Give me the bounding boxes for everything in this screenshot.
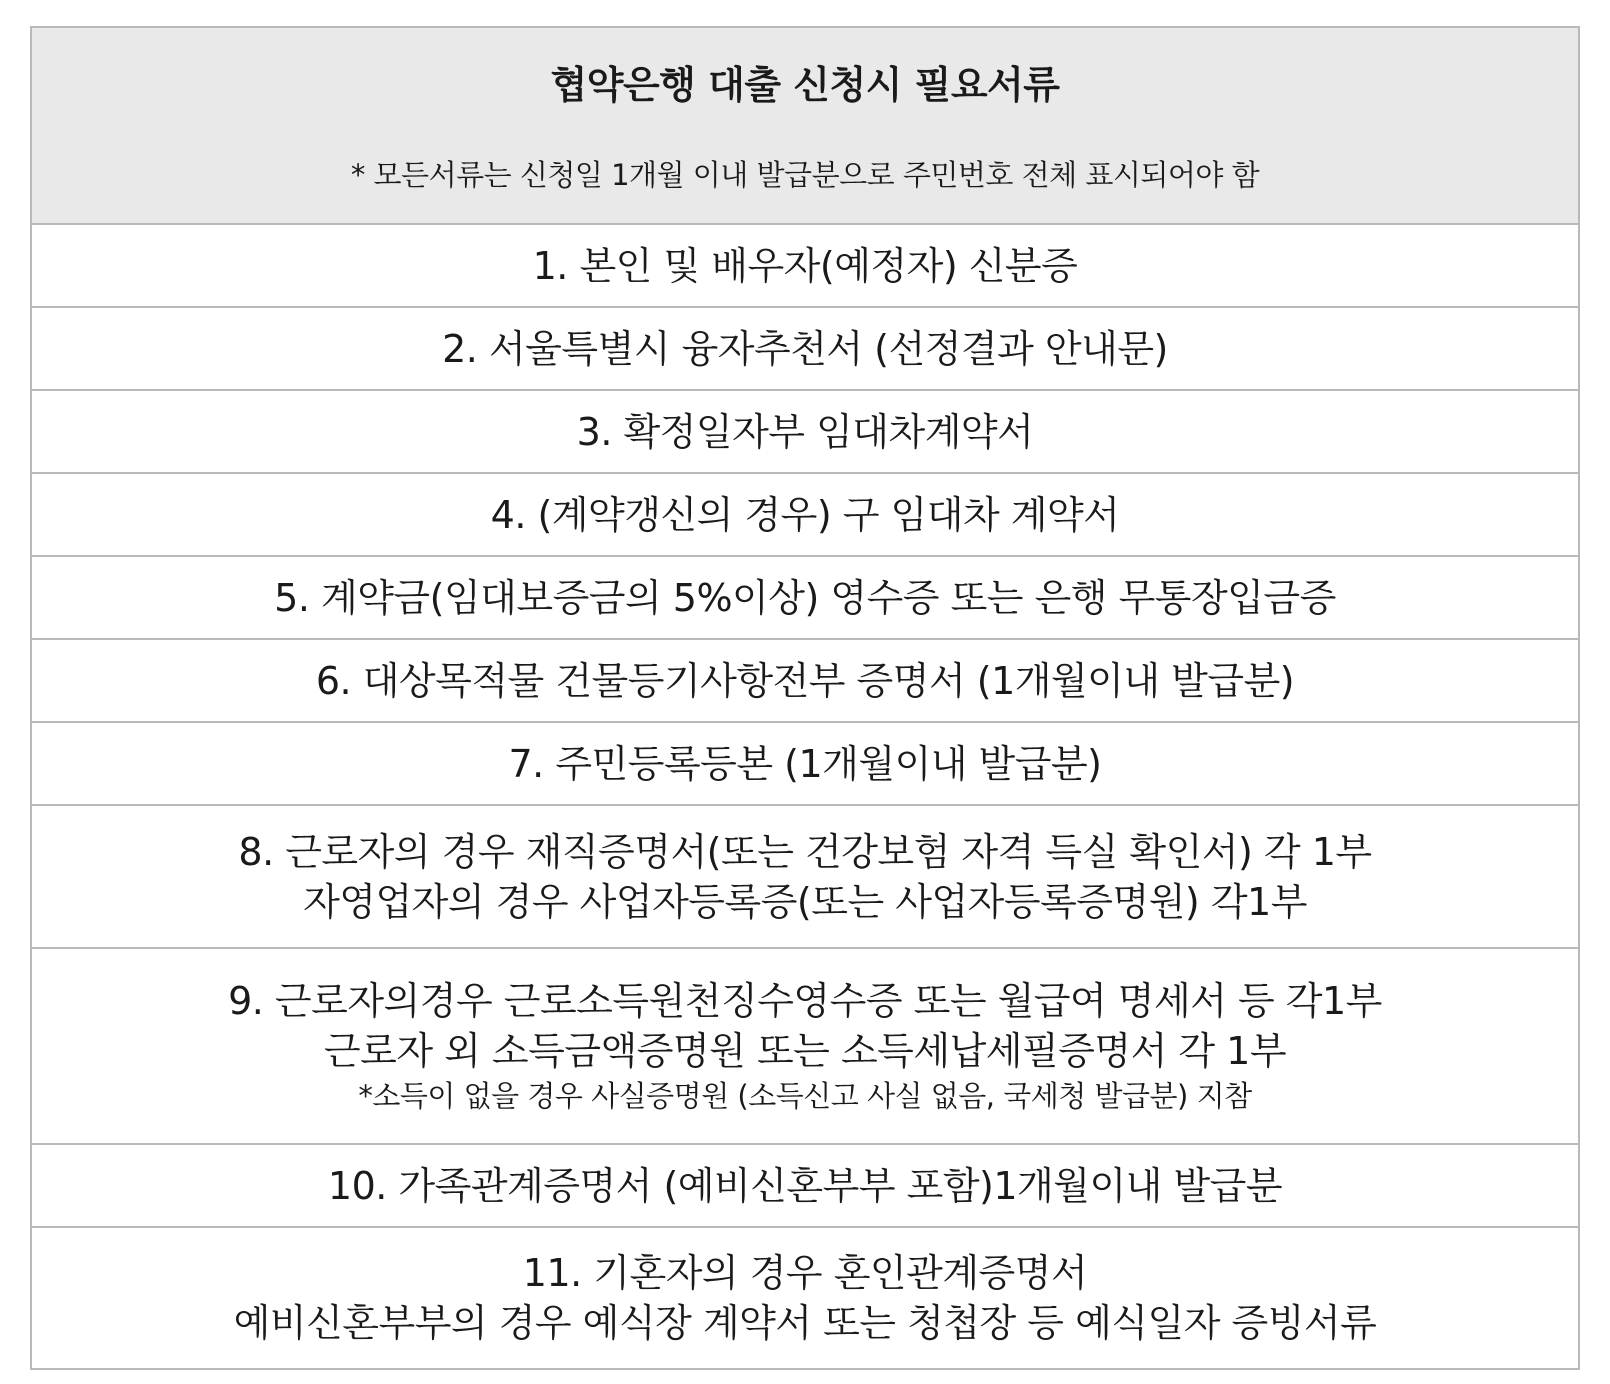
table-row-10 bbox=[32, 1143, 1578, 1226]
row-text: 3. 확정일자부 임대차계약서 bbox=[576, 409, 1034, 454]
row-text: 1. 본인 및 배우자(예정자) 신분증 bbox=[532, 243, 1078, 288]
table-row-5 bbox=[32, 555, 1578, 638]
row-text-line-1: 8. 근로자의 경우 재직증명서(또는 건강보험 자격 득실 확인서) 각 1부 bbox=[238, 829, 1372, 874]
row-text: 7. 주민등록등본 (1개월이내 발급분) bbox=[508, 741, 1102, 786]
row-text-line-2: 근로자 외 소득금액증명원 또는 소득세납세필증명서 각 1부 bbox=[323, 1029, 1287, 1073]
table-row-3 bbox=[32, 389, 1578, 472]
table-row-1 bbox=[32, 223, 1578, 306]
row-text-line-2: 자영업자의 경우 사업자등록증(또는 사업자등록증명원) 각1부 bbox=[303, 879, 1307, 924]
table-title: 협약은행 대출 신청시 필요서류 bbox=[550, 63, 1060, 107]
row-text-line-1: 11. 기혼자의 경우 혼인관계증명서 bbox=[522, 1251, 1088, 1295]
row-text: 6. 대상목적물 건물등기사항전부 증명서 (1개월이내 발급분) bbox=[315, 658, 1295, 703]
table-row-2 bbox=[32, 306, 1578, 389]
row-footnote: *소득이 없을 경우 사실증명원 (소득신고 사실 없음, 국세청 발급분) 지참 bbox=[358, 1079, 1252, 1113]
table-row-11 bbox=[32, 1226, 1578, 1368]
header-note: * 모든서류는 신청일 1개월 이내 발급분으로 주민번호 전체 표시되어야 함 bbox=[350, 158, 1260, 192]
required-documents-table bbox=[30, 26, 1580, 1370]
row-text-line-1: 9. 근로자의경우 근로소득원천징수영수증 또는 월급여 명세서 등 각1부 bbox=[228, 979, 1382, 1023]
table-row-7 bbox=[32, 721, 1578, 804]
table-row-8 bbox=[32, 804, 1578, 947]
row-text: 2. 서울특별시 융자추천서 (선정결과 안내문) bbox=[442, 326, 1168, 371]
row-text: 10. 가족관계증명서 (예비신혼부부 포함)1개월이내 발급분 bbox=[327, 1163, 1283, 1208]
row-text-line-2: 예비신혼부부의 경우 예식장 계약서 또는 청첩장 등 예식일자 증빙서류 bbox=[233, 1301, 1377, 1345]
row-text: 4. (계약갱신의 경우) 구 임대차 계약서 bbox=[490, 492, 1120, 537]
row-text: 5. 계약금(임대보증금의 5%이상) 영수증 또는 은행 무통장입금증 bbox=[274, 575, 1336, 620]
table-header bbox=[32, 28, 1578, 223]
table-row-9 bbox=[32, 947, 1578, 1143]
table-row-6 bbox=[32, 638, 1578, 721]
table-row-4 bbox=[32, 472, 1578, 555]
